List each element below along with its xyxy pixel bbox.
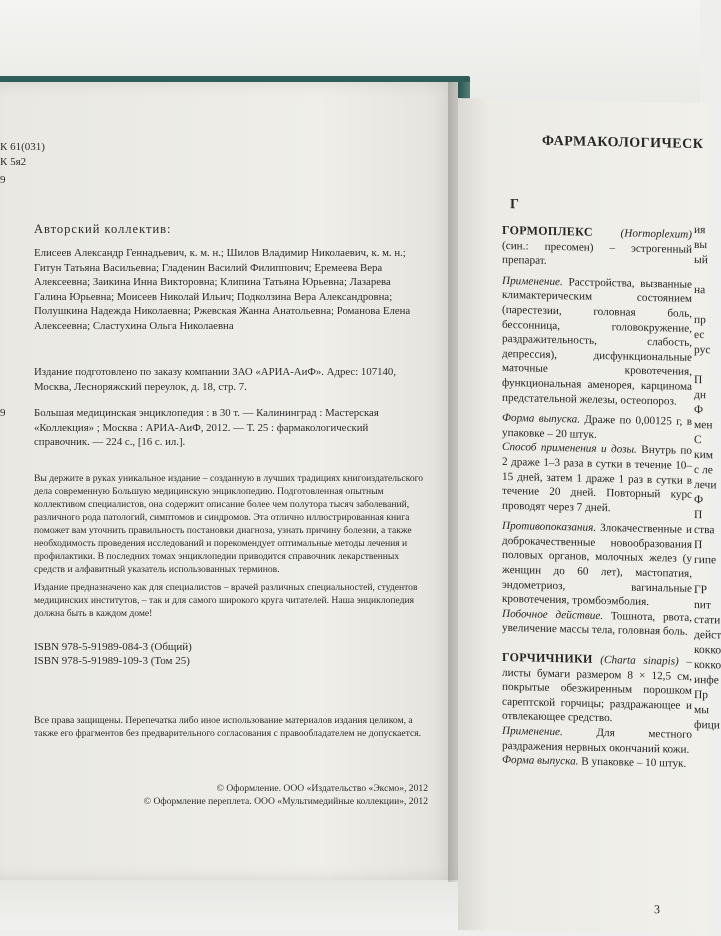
rights-notice: Все права защищены. Перепечатка либо иное использование материалов издания целиком, а также его фрагментов без предварительного согласования с правообладателем не допускается.	[34, 715, 422, 739]
fragment: мен	[694, 418, 713, 432]
text-use: Для местного раздражения нервных окончаний кожи.	[502, 726, 692, 756]
entry-use	[502, 274, 692, 409]
authors-list: Елисеев Александр Геннадьевич, к. м. н.; Шилов Владимир Николаевич, к. м. н.; Гитун Татьяна Васильевна; Гладенин Василий Филиппович; Еремеева Вера Алексеевна; Заикина Инна Викторовна; Клипина Татьяна Юрьевна; Лазарева Галина Юрьевна; Моисеев Николай Ильич; Подколзина Вера Александровна; Полушкина Надежда Николаевна; Ржевская Жанна Анатольевна; Романова Елена Алексеевна; Сластухина Ольга Николаевна	[34, 247, 411, 332]
fragment: вы	[694, 238, 708, 252]
text-method: Внутрь по 2 драже 1–3 раза в сутки в течение 10–15 дней, затем 1 драже 1 раз в сутки в течение 20 дней. Повторный курс проводят через 7 дней.	[502, 444, 693, 514]
fragment: гипе	[694, 553, 717, 567]
udk-line: 9	[0, 174, 6, 186]
isbn-line: ISBN 978-5-91989-109-3 (Том 25)	[34, 655, 190, 667]
entry2-form	[502, 753, 692, 772]
fragment: кокко	[694, 658, 721, 672]
fragment	[694, 298, 714, 313]
biblio-mark: 9	[0, 407, 6, 419]
text-side: Тошнота, рвота, увеличение массы тела, головная боль.	[502, 610, 692, 639]
page-number: 3	[654, 902, 660, 917]
fragment: ким	[694, 448, 714, 462]
label-form: Форма выпуска.	[502, 412, 581, 426]
fragment: ГР	[694, 583, 708, 597]
entry-side	[502, 607, 692, 640]
entry-latin: (Charta sinapis)	[600, 654, 679, 668]
isbn-block	[34, 640, 192, 668]
fragment: фици	[694, 718, 720, 732]
label-side: Побочное действие.	[502, 607, 604, 622]
fragment: стати	[694, 613, 721, 627]
entry-form	[502, 411, 692, 444]
udk-codes	[0, 140, 45, 188]
fragment: лечи	[694, 478, 717, 492]
fragment: с ле	[694, 463, 713, 477]
fragment: Ф	[694, 493, 704, 507]
fragment	[694, 358, 714, 373]
cropped-column-fragments	[694, 223, 721, 733]
label-method: Способ применения и дозы.	[502, 441, 637, 457]
fragment: на	[694, 283, 706, 297]
section-title: ФАРМАКОЛОГИЧЕСК	[542, 133, 704, 153]
order-info: Издание подготовлено по заказу компании ЗАО «АРИА-АиФ». Адрес: 107140, Москва, Лесноряжский переулок, д. 18, стр. 7.	[34, 366, 397, 393]
fragment: дейст	[694, 628, 721, 642]
fragment: ый	[694, 253, 708, 267]
left-page	[0, 82, 458, 880]
intended-paragraph: Издание предназначено как для специалистов – врачей различных специальностей, студентов медицинских институтов, – так и для самого широкого круга читателей. Наша энциклопедия должна быть в каждом доме!	[34, 582, 418, 619]
entry-latin: (Hormoplexum)	[620, 227, 692, 241]
fragment: П	[694, 373, 703, 387]
entry-gormopleks	[502, 223, 692, 272]
copyright-block	[60, 782, 428, 808]
copyright-line: © Оформление переплета. ООО «Мультимедийные коллекции», 2012	[143, 796, 428, 807]
fragment	[694, 568, 714, 583]
label-contra: Противопоказания.	[502, 520, 597, 535]
fragment: П	[694, 538, 703, 552]
udk-line: К 61(031)	[0, 141, 45, 153]
entry-synonym: (син.: пресомен) – эстрогенный препарат.	[502, 239, 692, 268]
entry-heading: ГОРЧИЧНИКИ	[502, 649, 593, 666]
entry-heading: ГОРМОПЛЕКС	[502, 222, 593, 239]
text-use: Расстройства, вызванные климактерическим состоянием (парестезии, головная боль, бессонница, головокружение, раздражительность, слабость, депрессия), дисфункциональные маточные кровотечения, функциональная аменорея, карцинома предстательной железы, остеопороз.	[502, 276, 692, 408]
entry2-use	[502, 724, 692, 757]
fragment: кокко	[694, 643, 721, 657]
copyright-line: © Оформление. ООО «Издательство «Эксмо», 2012	[216, 783, 428, 794]
entries-column	[502, 223, 692, 772]
fragment: инфе	[694, 673, 719, 687]
bibliographic-record: Большая медицинская энциклопедия : в 30 т. — Калининград : Мастерская «Коллекция» ; Москва : АРИА-АиФ, 2012. — Т. 25 : фармакологический справочник. — 224 с., [16 с. ил.].	[34, 407, 379, 449]
label-use: Применение.	[502, 274, 563, 288]
entry-method	[502, 440, 692, 517]
right-page	[458, 98, 721, 935]
entry-gorchichniki	[502, 650, 692, 728]
label-use: Применение.	[502, 724, 563, 739]
fragment: ес	[694, 328, 705, 342]
section-letter: Г	[510, 197, 519, 213]
fragment: дн	[694, 388, 707, 402]
fragment: пр	[694, 313, 706, 327]
label-form: Форма выпуска.	[502, 754, 579, 768]
entry-contra	[502, 519, 692, 611]
text-form: В упаковке – 10 штук.	[581, 755, 687, 770]
fragment: nит	[694, 598, 711, 612]
fragment: Пр	[694, 688, 709, 702]
description-paragraph: Вы держите в руках уникальное издание – созданную в лучших традициях книгоиздательского дела современную Большую медицинскую энциклопедию. Подготовленная опытным коллективом специалистов, она содержит описание более чем полутора тысяч заболеваний, различного рода патологий, симптомов и синдромов. Эта отлично иллюстрированная книга поможет вам уточнить правильность постановки диагноза, узнать причину болезни, а также необходимость проведения исследований и порекомендует оптимальные методы лечения и профилактики. В последних томах энциклопедии приводится справочник лекарственных средств и алфавитный указатель использованных терминов.	[34, 473, 424, 575]
text-form: Драже по 0,00125 г, в упаковке – 20 штук.	[502, 413, 692, 441]
fragment: мы	[694, 703, 710, 717]
fragment: С	[694, 433, 702, 447]
fragment: рус	[694, 343, 711, 357]
fragment: П	[694, 508, 703, 522]
fragment: ия	[694, 223, 706, 237]
fragment: ства	[694, 523, 715, 537]
text-contra: Злокачественные и доброкачественные новообразования половых органов, молочных желез (у женщин до 60 лет), мастопатия, эндометриоз, вагинальные кровотечения, тромбоэмболия.	[502, 522, 692, 609]
authors-title: Авторский коллектив:	[34, 222, 172, 236]
fragment: Ф	[694, 403, 704, 417]
udk-line: К 5я2	[0, 156, 27, 168]
fragment	[694, 268, 714, 283]
entry-description: – листы бумаги размером 8 × 12,5 см, покрытые обезжиренным порошком сарептской горчицы; раздражающее и отвлекающее средство.	[502, 655, 692, 725]
isbn-line: ISBN 978-5-91989-084-3 (Общий)	[34, 641, 192, 653]
